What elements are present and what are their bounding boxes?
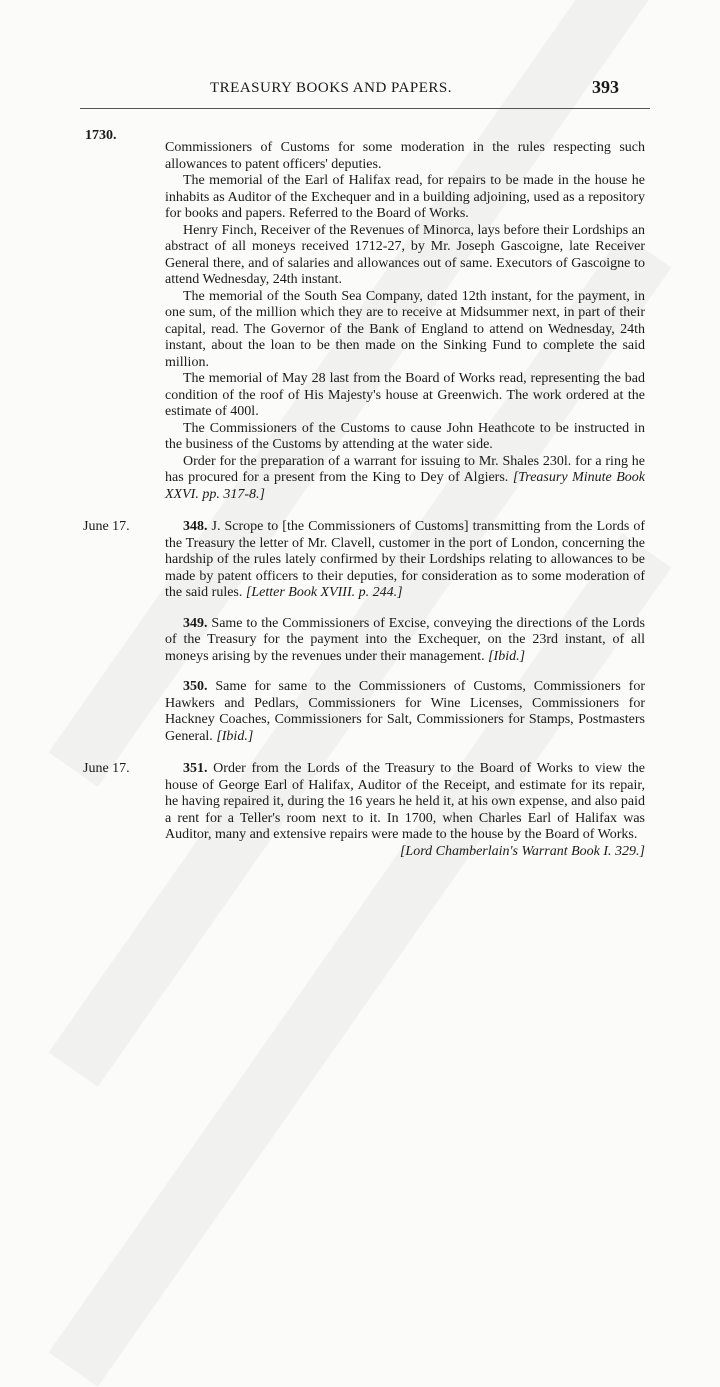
header-rule xyxy=(80,108,650,109)
paragraph: The memorial of May 28 last from the Board of Works read, representing the bad condition of the roof of His Majesty's house at Greenwich. The work ordered at the estimate of 400l. xyxy=(165,371,645,419)
paragraph: The memorial of the South Sea Company, dated 12th instant, for the payment, in one sum, of the million which they are to receive at Midsummer next, in part of their capital, read. The Governor of the Bank of England to attend on Wednesday, 24th instant, about the loan to be then made on the Sinking Fund to complete the said million. xyxy=(165,288,645,370)
running-title: TREASURY BOOKS AND PAPERS. xyxy=(210,80,452,96)
entry-348 xyxy=(83,519,645,602)
paragraph-text: Order for the preparation of a warrant for issuing to Mr. Shales 230l. for a ring he has procured for a present from the King to Dey of Algiers. xyxy=(165,453,645,485)
entry-text: J. Scrope to [the Commissioners of Customs] transmitting from the Lords of the Treasury the letter of Mr. Clavell, customer in the port of London, concerning the hardship of the rules lately confirmed by their Lordships relating to allowances to be made by patent officers to their deputies, for consideration as to some moderation of the said rules. xyxy=(165,519,645,600)
entry-date: June 17. xyxy=(83,761,130,776)
entry-number: 350. xyxy=(183,679,208,694)
reference: [Letter Book XVIII. p. 244.] xyxy=(245,585,403,600)
entry-text: Same for same to the Commissioners of Customs, Commissioners for Hawkers and Pedlars, Commissioners for Wine Licenses, Commissioners for Hackney Coaches, Commissioners for Salt, Commissioners for Stamps, Postmasters General. xyxy=(165,679,646,744)
entry-349 xyxy=(165,616,645,666)
paragraph: Commissioners of Customs for some moderation in the rules respecting such allowances to patent officers' deputies. xyxy=(165,140,645,172)
reference: [Ibid.] xyxy=(216,728,254,744)
paragraph: The Commissioners of the Customs to cause John Heathcote to be instructed in the business of the Customs by attending at the water side. xyxy=(165,420,645,452)
paragraph: The memorial of the Earl of Halifax read, for repairs to be made in the house he inhabits as Auditor of the Exchequer and in a building adjoining, used as a repository for books and papers. Referred to the Board of Works. xyxy=(165,173,645,221)
paragraph: Henry Finch, Receiver of the Revenues of Minorca, lays before their Lordships an abstract of all moneys received 1712-27, by Mr. Joseph Gascoigne, late Receiver General there, and of salaries and allowances out of same. Executors of Gascoigne to attend Wednesday, 24th instant. xyxy=(165,222,645,287)
entry-number: 349. xyxy=(183,615,208,631)
body-text xyxy=(83,140,646,860)
entry-text: Order from the Lords of the Treasury to the Board of Works to view the house of George Earl of Halifax, Auditor of the Receipt, and estimate for its repair, he having repaired it, during the 16 years he held it, at his own expense, and also paid a rent for a Teller's room next to it. In 1700, when Charles Earl of Halifax was Auditor, many and extensive repairs were made to the house by the Board of Works. xyxy=(165,761,645,842)
page-header xyxy=(0,77,720,104)
entry-350 xyxy=(165,679,645,745)
paragraph xyxy=(165,454,645,504)
reference: [Ibid.] xyxy=(488,648,526,664)
entry-date: June 17. xyxy=(83,519,130,534)
year-label: 1730. xyxy=(85,128,117,143)
entry-number: 351. xyxy=(183,761,208,776)
entry-text: Same to the Commissioners of Excise, conveying the directions of the Lords of the Treasury for the payment into the Exchequer, on the 23rd instant, of all moneys arising by the revenues under their management. xyxy=(165,615,646,664)
entry-number: 348. xyxy=(183,519,208,534)
reference: [Treasury Minute Book XXVI. pp. 317-8.] xyxy=(165,470,646,502)
entry-351 xyxy=(83,761,645,860)
reference: [Lord Chamberlain's Warrant Book I. 329.] xyxy=(399,843,645,859)
page-number: 393 xyxy=(592,77,619,97)
